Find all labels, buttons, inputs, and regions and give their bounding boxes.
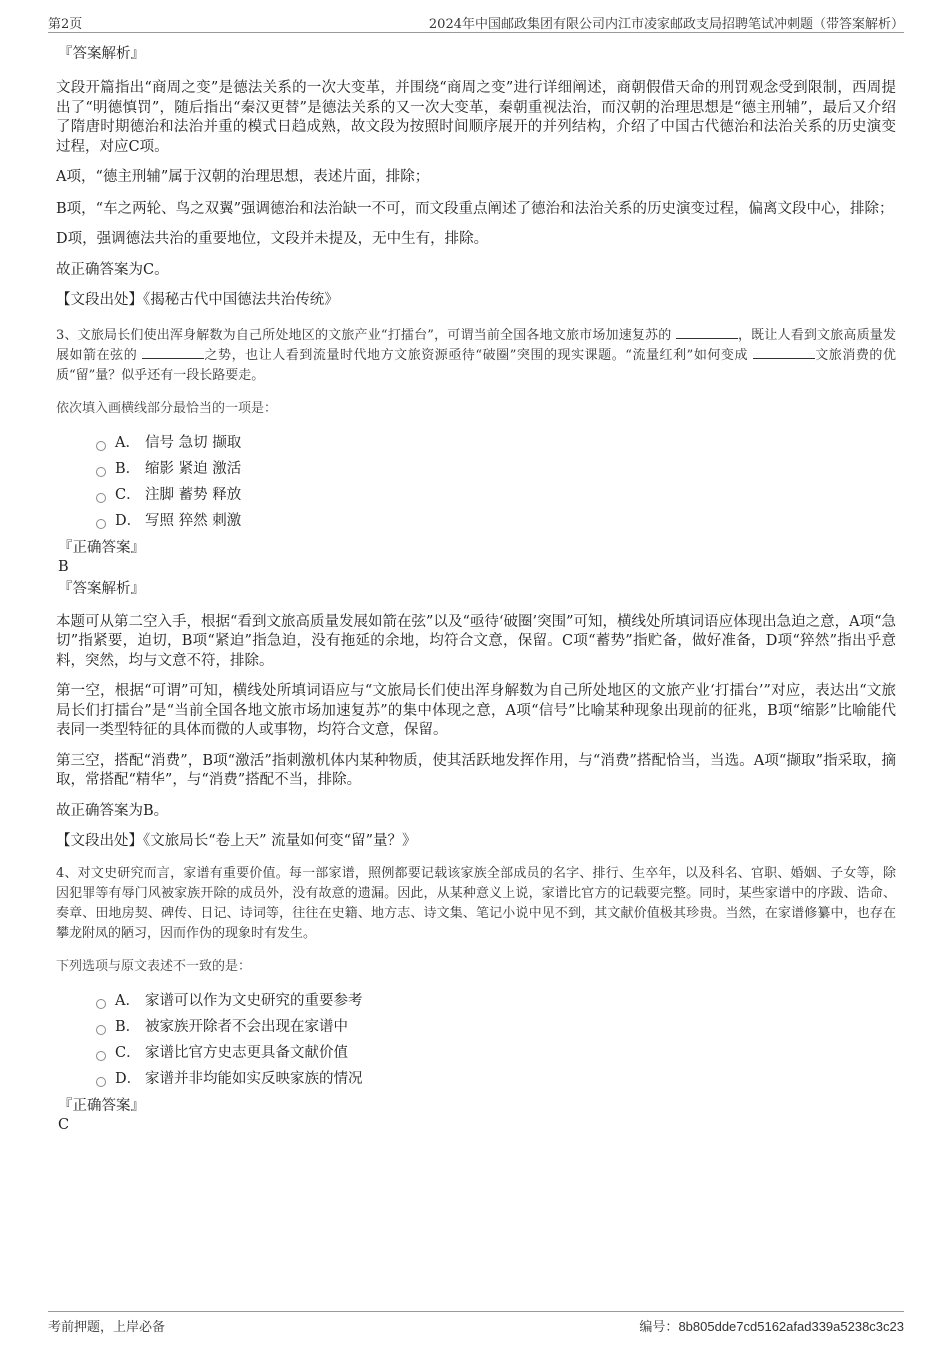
analysis-paragraph: A项，“德主刑辅”属于汉朝的治理思想，表述片面，排除； [56,169,430,185]
radio-icon[interactable] [96,467,106,477]
option-c[interactable]: C． 注脚 蓄势 释放 [96,482,896,508]
radio-icon[interactable] [96,1051,106,1061]
fill-blank-2 [142,346,204,359]
content [56,44,896,1135]
analysis-conclusion: 故正确答案为B。 [56,802,169,819]
option-a[interactable]: A． 家谱可以作为文史研究的重要参考 [96,988,896,1014]
answer-label: 『正确答案』 [58,1097,145,1114]
question-4-prompt: 下列选项与原文表述不一致的是： [56,958,252,974]
option-d[interactable]: D． 家谱并非均能如实反映家族的情况 [96,1066,896,1092]
option-b[interactable]: B． 被家族开除者不会出现在家谱中 [96,1014,896,1040]
page-footer [48,1311,904,1334]
question-3-options [96,430,896,534]
analysis-paragraph: B项，“车之两轮、鸟之双翼”强调德治和法治缺一不可，而文段重点阐述了德治和法治关系的历史演变过程，偏离文段中心，排除； [56,200,894,217]
option-b[interactable]: B． 缩影 紧迫 激活 [96,456,896,482]
analysis-paragraph: D项，强调德法共治的重要地位，文段并未提及，无中生有，排除。 [56,231,489,247]
answer-label: 『正确答案』 [58,539,145,556]
analysis-source: 【文段出处】《文旅局长“卷上天” 流量如何变“留”量？》 [56,833,417,849]
question-4-options [96,988,896,1092]
analysis-label: 『答案解析』 [58,46,145,62]
radio-icon[interactable] [96,1025,106,1035]
analysis-source: 【文段出处】《揭秘古代中国德法共治传统》 [56,292,339,308]
analysis-conclusion: 故正确答案为C。 [56,261,169,278]
radio-icon[interactable] [96,999,106,1009]
radio-icon[interactable] [96,493,106,503]
analysis-paragraph: 本题可从第二空入手，根据“看到文旅高质量发展如箭在弦”以及“亟待‘破圈’突围”可知，横线处所填词语应体现出急迫之意，A项“急切”指紧要，迫切，B项“紧迫”指急迫，没有拖延的余地，均符合文意，保留。C项“蓄势”指贮备，做好准备，D项“猝然”指出乎意料，突然，均与文意不符，排除。 [56,613,896,669]
footer-slogan: 考前押题，上岸必备 [48,1320,166,1335]
answer-value: B [58,558,69,575]
option-c[interactable]: C． 家谱比官方史志更具备文献价值 [96,1040,896,1066]
page-header [48,10,904,33]
document-code: 编号：8b805dde7cd5162afad339a5238c3c23 [639,1319,904,1335]
question-3-prompt: 依次填入画横线部分最恰当的一项是： [56,400,278,416]
answer-value: C [58,1116,70,1133]
analysis-paragraph: 第一空，根据“可谓”可知，横线处所填词语应与“文旅局长们使出浑身解数为自己所处地区的文旅产业‘打擂台’”对应，表达出“文旅局长们打擂台”是“当前全国各地文旅市场加速复苏”的集中体现之意，A项“信号”比喻某种现象出现前的征兆，B项“缩影”比喻能代表同一类型特征的具体而微的人或事物，均符合文意，保留。 [56,683,896,738]
analysis-paragraph: 文段开篇指出“商周之变”是德法关系的一次大变革，并围绕“商周之变”进行详细阐述，商朝假借天命的刑罚观念受到限制，西周提出了“明德慎罚”，随后指出“秦汉更替”是德法关系的又一次大变革，秦朝重视法治，而汉朝的治理思想是“德主刑辅”，最后又介绍了隋唐时期德治和法治并重的模式日趋成熟，故文段为按照时间顺序展开的并列结构，介绍了中国古代德治和法治关系的历史演变过程，对应C项。 [56,80,896,155]
radio-icon[interactable] [96,441,106,451]
option-d[interactable]: D． 写照 猝然 刺激 [96,508,896,534]
analysis-label: 『答案解析』 [58,580,145,597]
question-3-text: 3、文旅局长们使出浑身解数为自己所处地区的文旅产业“打擂台”，可谓当前全国各地文旅市场加速复苏的 ，既让人看到文旅高质量发展如箭在弦的 之势，也让人看到流量时代地方文旅资源亟待“破圈”突围的现实课题。“流量红利”如何变成 文旅消费的优质“留”量？似乎还有一段长路要走。 [56,327,896,383]
page-number: 第2页 [48,17,83,32]
analysis-paragraph: 第三空，搭配“消费”，B项“激活”指刺激机体内某种物质，使其活跃地发挥作用，与“消费”搭配恰当，当选。A项“撷取”指采取，摘取，常搭配“精华”，与“消费”搭配不当，排除。 [56,752,896,788]
question-4-text: 4、对文史研究而言，家谱有重要价值。每一部家谱，照例都要记载该家族全部成员的名字、排行、生卒年，以及科名、官职、婚姻、子女等，除因犯罪等有辱门风被家族开除的成员外，没有故意的遗漏。因此，从某种意义上说，家谱比官方的记载要完整。同时，某些家谱中的序跋、诰命、奏章、田地房契、碑传、日记、诗词等，往往在史籍、地方志、诗文集、笔记小说中见不到，其文献价值极其珍贵。当然，在家谱修纂中，也存在攀龙附凤的陋习，因而作伪的现象时有发生。 [56,865,896,941]
document-title: 2024年中国邮政集团有限公司内江市凌家邮政支局招聘笔试冲刺题（带答案解析） [428,17,904,32]
radio-icon[interactable] [96,519,106,529]
fill-blank-3 [753,346,815,359]
option-a[interactable]: A． 信号 急切 撷取 [96,430,896,456]
fill-blank-1 [676,326,738,339]
radio-icon[interactable] [96,1077,106,1087]
